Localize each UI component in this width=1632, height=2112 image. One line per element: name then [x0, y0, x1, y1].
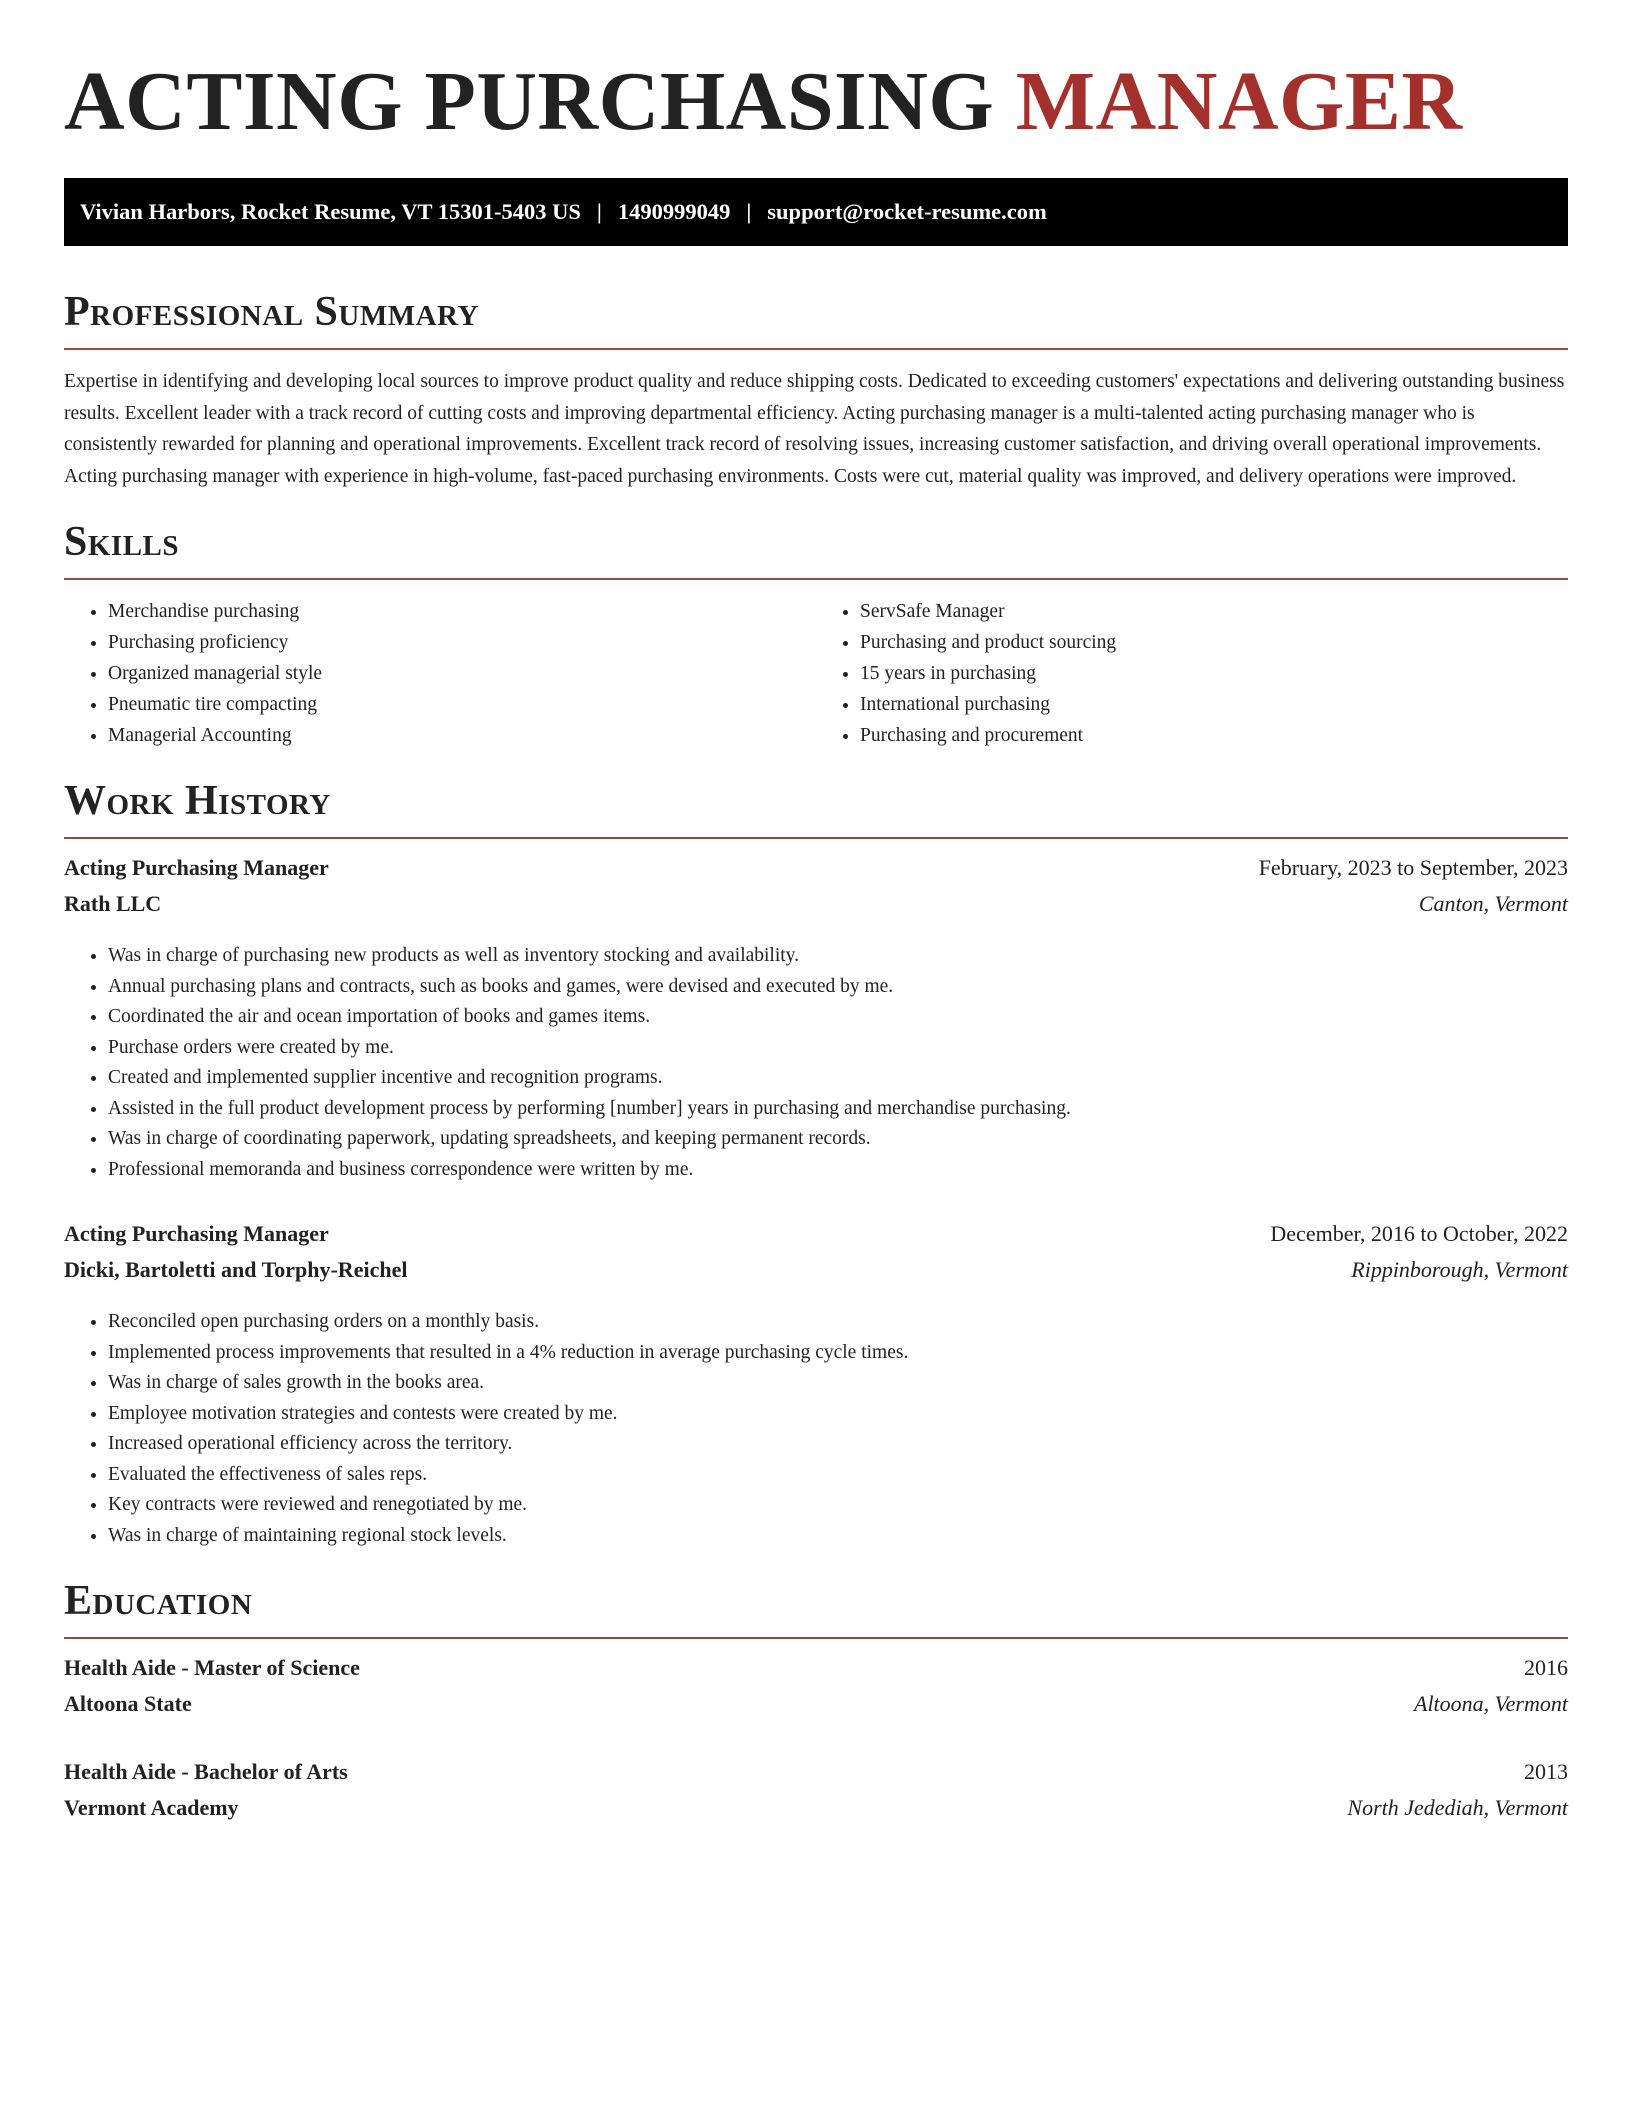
job-bullet: • Evaluated the effectiveness of sales reps. [108, 1460, 1568, 1491]
summary-heading: Professional Summary [64, 290, 1568, 350]
education-entry [64, 1759, 1568, 1831]
job-bullet: • Reconciled open purchasing orders on a monthly basis. [108, 1307, 1568, 1338]
job-bullet: • Key contracts were reviewed and renegotiated by me. [108, 1490, 1568, 1521]
summary-text: Expertise in identifying and developing local sources to improve product quality and reduce shipping costs. Dedicated to exceeding customers' expectations and delivering outstanding business results. Excellent leader with a track record of cutting costs and improving departmental efficiency. Acting purchasing manager is a multi-talented acting purchasing manager who is consistently rewarded for planning and operational improvements. Excellent track record of resolving issues, increasing customer satisfaction, and driving overall operational improvements. Acting purchasing manager with experience in high-volume, fast-paced purchasing environments. Costs were cut, material quality was improved, and delivery operations were improved. [64, 371, 1565, 487]
skill-item: • Purchasing proficiency [108, 627, 816, 658]
job-bullet: • Purchase orders were created by me. [108, 1033, 1568, 1064]
skill-item: • Managerial Accounting [108, 720, 816, 751]
job-dates: December, 2016 to October, 2022 [1270, 1221, 1568, 1246]
job-dates: February, 2023 to September, 2023 [1258, 855, 1568, 880]
job-bullet: • Annual purchasing plans and contracts, such as books and games, were devised and executed by me. [108, 972, 1568, 1003]
job-company-row [64, 1257, 1568, 1293]
education-school: Vermont Academy [64, 1795, 239, 1820]
contact-address: Vivian Harbors, Rocket Resume, VT 15301-5403 US [80, 199, 581, 224]
education-degree: Health Aide - Bachelor of Arts [64, 1759, 348, 1784]
education-year: 2013 [1524, 1759, 1568, 1784]
job-bullet: • Increased operational efficiency across the territory. [108, 1429, 1568, 1460]
education-section [64, 1579, 1568, 1831]
job-bullet: • Was in charge of maintaining regional stock levels. [108, 1521, 1568, 1552]
job-location: Canton, Vermont [1418, 891, 1568, 916]
education-entry [64, 1655, 1568, 1727]
job-bullet: • Assisted in the full product development process by performing [number] years in purchasing and merchandise purchasing. [108, 1094, 1568, 1125]
resume-title [64, 56, 1568, 148]
job-bullets [64, 941, 1568, 1185]
work-history-heading: Work History [64, 779, 1568, 839]
job-header-row [64, 1221, 1568, 1257]
work-history-section [64, 779, 1568, 1551]
skills-grid [64, 596, 1568, 751]
job-title: Acting Purchasing Manager [64, 855, 329, 880]
skill-item: • Purchasing and procurement [860, 720, 1568, 751]
job-bullet: • Created and implemented supplier incentive and recognition programs. [108, 1063, 1568, 1094]
skills-section [64, 520, 1568, 751]
skill-item: • 15 years in purchasing [860, 658, 1568, 689]
education-location: North Jedediah, Vermont [1347, 1795, 1568, 1820]
job-location: Rippinborough, Vermont [1351, 1257, 1568, 1282]
job-bullet: • Employee motivation strategies and contests were created by me. [108, 1399, 1568, 1430]
title-accent: MANAGER [1015, 55, 1463, 148]
job-company: Rath LLC [64, 891, 162, 916]
contact-separator: | [746, 199, 752, 224]
title-main: ACTING PURCHASING [64, 55, 995, 148]
education-school: Altoona State [64, 1691, 192, 1716]
job-header-row [64, 855, 1568, 891]
contact-email: support@rocket-resume.com [767, 199, 1047, 224]
job-bullet: • Was in charge of purchasing new products as well as inventory stocking and availability. [108, 941, 1568, 972]
job-entry [64, 1221, 1568, 1551]
contact-phone: 1490999049 [617, 199, 731, 224]
education-degree: Health Aide - Master of Science [64, 1655, 360, 1680]
job-bullet: • Professional memoranda and business correspondence were written by me. [108, 1155, 1568, 1186]
skill-item: • Pneumatic tire compacting [108, 689, 816, 720]
education-school-row [64, 1795, 1568, 1831]
skills-column-right [816, 596, 1568, 751]
skill-item: • ServSafe Manager [860, 596, 1568, 627]
skills-heading: Skills [64, 520, 1568, 580]
education-header-row [64, 1759, 1568, 1795]
job-bullets [64, 1307, 1568, 1551]
skill-item: • Organized managerial style [108, 658, 816, 689]
job-company: Dicki, Bartoletti and Torphy-Reichel [64, 1257, 408, 1282]
education-school-row [64, 1691, 1568, 1727]
education-heading: Education [64, 1579, 1568, 1639]
job-entry [64, 855, 1568, 1185]
education-location: Altoona, Vermont [1414, 1691, 1568, 1716]
education-year: 2016 [1524, 1655, 1568, 1680]
job-bullet: • Implemented process improvements that resulted in a 4% reduction in average purchasing cycle times. [108, 1338, 1568, 1369]
contact-separator: | [596, 199, 602, 224]
job-company-row [64, 891, 1568, 927]
skill-item: • Merchandise purchasing [108, 596, 816, 627]
skill-item: • Purchasing and product sourcing [860, 627, 1568, 658]
summary-section [64, 290, 1568, 492]
education-header-row [64, 1655, 1568, 1691]
job-bullet: • Was in charge of coordinating paperwork, updating spreadsheets, and keeping permanent records. [108, 1124, 1568, 1155]
job-title: Acting Purchasing Manager [64, 1221, 329, 1246]
job-bullet: • Coordinated the air and ocean importation of books and games items. [108, 1002, 1568, 1033]
skills-column-left [64, 596, 816, 751]
skill-item: • International purchasing [860, 689, 1568, 720]
job-bullet: • Was in charge of sales growth in the books area. [108, 1368, 1568, 1399]
contact-bar [64, 178, 1568, 246]
